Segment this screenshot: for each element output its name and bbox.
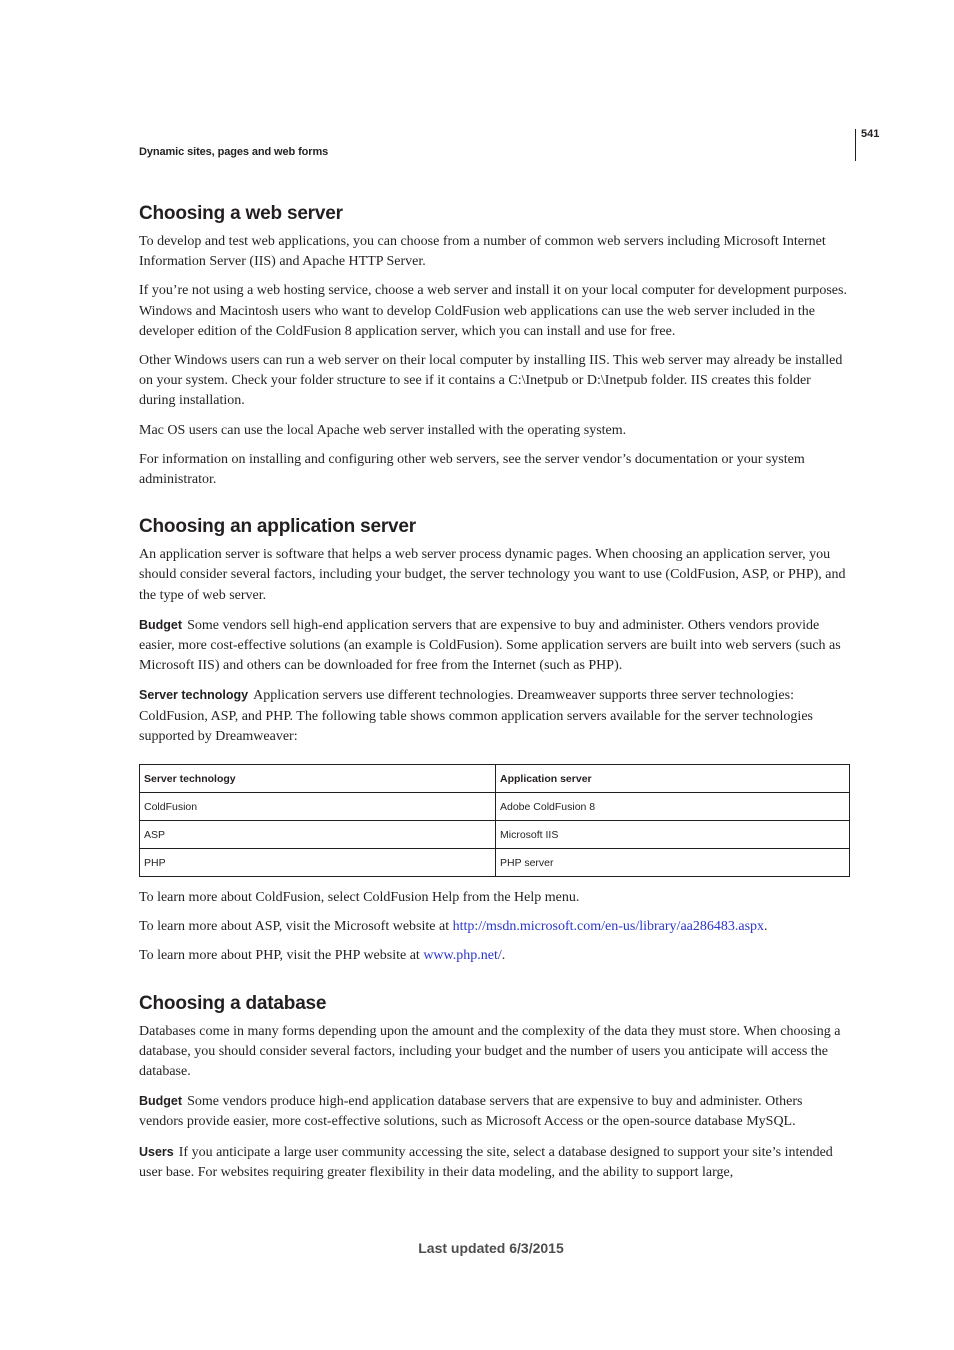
paragraph-text: To learn more about ASP, visit the Microsoft website at (139, 919, 453, 935)
paragraph-text: To learn more about PHP, visit the PHP website at (139, 948, 424, 964)
paragraph: If you’re not using a web hosting service, choose a web server and install it on your local computer for development purposes. Windows and Macintosh users who want to develop ColdFusion web applications can use the web server included in the developer edition of the ColdFusion 8 application server, which you can install and use for free. (139, 283, 847, 339)
paragraph-server-technology (139, 685, 850, 747)
server-technology-table (139, 764, 850, 877)
page-content (139, 200, 850, 1192)
paragraph: To learn more about ColdFusion, select ColdFusion Help from the Help menu. (139, 890, 580, 906)
header-divider (855, 129, 856, 161)
paragraph-budget (139, 615, 850, 677)
php-link[interactable]: www.php.net/ (423, 948, 502, 964)
paragraph-users (139, 1142, 850, 1183)
paragraph: Mac OS users can use the local Apache web server installed with the operating system. (139, 422, 627, 438)
punctuation: . (764, 919, 768, 935)
table-cell: ColdFusion (140, 793, 496, 821)
runin-label: Users (139, 1144, 174, 1159)
table-row (140, 849, 850, 877)
msdn-link[interactable]: http://msdn.microsoft.com/en-us/library/aa286483.aspx (452, 919, 765, 935)
paragraph-asp (139, 917, 850, 937)
page-number: 541 (861, 128, 880, 140)
paragraph-text: Some vendors produce high-end application database servers that are expensive to buy and administer. Others vendors provide easier, more cost-effective solutions, such as Microsoft Access or the open-source database MySQL. (139, 1094, 803, 1130)
runin-label: Budget (139, 617, 183, 632)
footer-text: Last updated 6/3/2015 (418, 1240, 564, 1256)
paragraph-php (139, 946, 850, 966)
table-cell: Adobe ColdFusion 8 (496, 793, 850, 821)
footer-last-updated (0, 1240, 954, 1256)
paragraph-budget (139, 1091, 850, 1132)
table-row (140, 821, 850, 849)
runin-label: Server technology (139, 688, 249, 703)
heading-web-server: Choosing a web server (139, 203, 343, 224)
paragraph-text: If you anticipate a large user community accessing the site, select a database designed to support your site’s intended user base. For websites requiring greater flexibility in their data modeling, and the ability to support large, (139, 1144, 833, 1180)
paragraph: An application server is software that helps a web server process dynamic pages. When choosing an application server, you should consider several factors, including your budget, the server technology you want to use (ColdFusion, ASP, or PHP), and the type of web server. (139, 547, 846, 603)
table-cell: PHP server (496, 849, 850, 877)
paragraph-text: Some vendors sell high-end application servers that are expensive to buy and administer. Others vendors provide easier, more cost-effective solutions (an example is ColdFusion). Some application servers are built into web servers (such as Microsoft IIS) and others can be downloaded for free from the Internet (such as PHP). (139, 617, 841, 674)
table-header-cell: Server technology (140, 765, 496, 793)
table-cell: ASP (140, 821, 496, 849)
table-cell: PHP (140, 849, 496, 877)
table-cell: Microsoft IIS (496, 821, 850, 849)
table-header-row (140, 765, 850, 793)
paragraph: Databases come in many forms depending upon the amount and the complexity of the data they must store. When choosing a database, you should consider several factors, including your budget and the number of users you anticipate will access the database. (139, 1023, 841, 1080)
table-header-cell: Application server (496, 765, 850, 793)
paragraph: For information on installing and configuring other web servers, see the server vendor’s documentation or your system administrator. (139, 451, 805, 488)
paragraph-text: Application servers use different technologies. Dreamweaver supports three server technologies: ColdFusion, ASP, and PHP. The following table shows common application servers available for the server technologies supported by Dreamweaver: (139, 688, 813, 744)
table-row (140, 793, 850, 821)
heading-application-server: Choosing an application server (139, 516, 416, 538)
running-header: Dynamic sites, pages and web forms (139, 146, 329, 158)
paragraph: To develop and test web applications, you can choose from a number of common web servers including Microsoft Internet Information Server (IIS) and Apache HTTP Server. (139, 234, 826, 270)
runin-label: Budget (139, 1094, 183, 1109)
heading-database: Choosing a database (139, 992, 327, 1014)
punctuation: . (501, 948, 506, 964)
paragraph: Other Windows users can run a web server on their local computer by installing IIS. This web server may already be installed on your system. Check your folder structure to see if it contains a C:\Inetpub or D:\Inetpub folder. IIS creates this folder during installation. (139, 353, 843, 409)
